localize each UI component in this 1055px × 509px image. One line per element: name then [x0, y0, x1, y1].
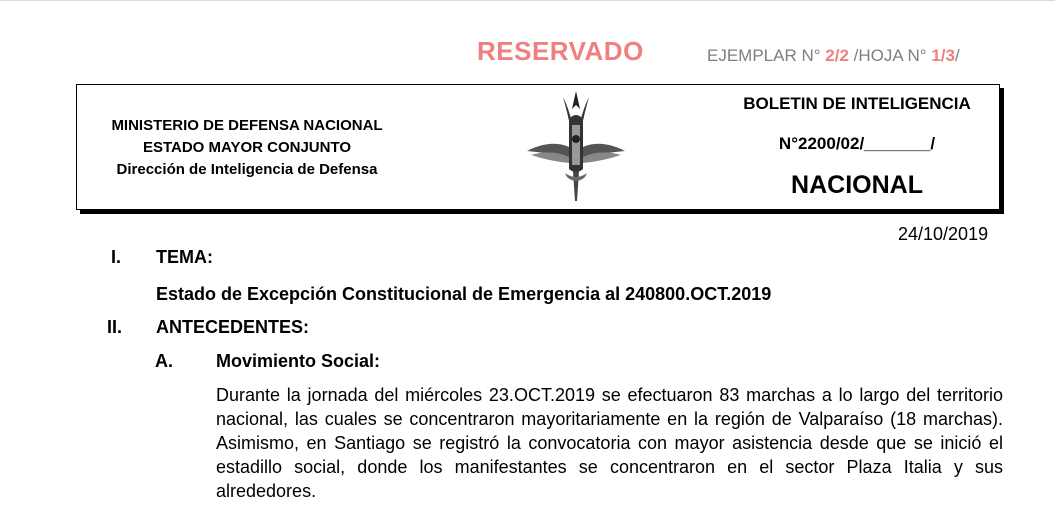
section-1-number: I. — [111, 247, 122, 267]
section-2-title: ANTECEDENTES: — [156, 317, 310, 337]
top-divider — [0, 0, 1055, 1]
header-box — [76, 84, 1000, 210]
hoja-value: 1/3 — [931, 46, 955, 65]
ministry-line-1: MINISTERIO DE DEFENSA NACIONAL — [111, 117, 383, 134]
section-2-number: II. — [107, 317, 123, 337]
classification-label: RESERVADO — [477, 36, 644, 66]
document-date: 24/10/2019 — [898, 224, 989, 244]
ministry-line-3: Dirección de Inteligencia de Defensa — [116, 161, 378, 178]
section-1-title: TEMA: — [156, 247, 213, 267]
bulletin-title: BOLETIN DE INTELIGENCIA — [743, 94, 971, 113]
hoja-label: /HOJA N° — [853, 46, 927, 65]
ejemplar-value: 2/2 — [825, 46, 849, 65]
movimiento-social-paragraph: Durante la jornada del miércoles 23.OCT.2019 se efectuaron 83 marchas a lo largo del territorio nacional, las cuales se concentraron mayoritariamente en la región de Valparaíso (18 marchas). Asimismo, en Santiago se registró la convocatoria con mayor asistencia desde que se inició el estadillo social, donde los manifestantes se concentraron en el sector Plaza Italia y sus alrededores. — [216, 385, 1003, 501]
ejemplar-label: EJEMPLAR N° — [707, 46, 821, 65]
winged-trident-emblem-icon — [523, 89, 629, 205]
ministry-line-2: ESTADO MAYOR CONJUNTO — [142, 139, 352, 156]
ministry-block — [77, 115, 417, 181]
bulletin-scope: NACIONAL — [791, 171, 923, 199]
subsection-a-number: A. — [155, 351, 173, 371]
bulletin-block — [717, 93, 997, 199]
subsection-a-title: Movimiento Social: — [216, 351, 381, 371]
section-1-subject: Estado de Excepción Constitucional de Emergencia al 240800.OCT.2019 — [156, 284, 772, 304]
copy-info — [707, 46, 960, 66]
bulletin-number: N°2200/02/_______/ — [778, 134, 936, 153]
copy-info-trail: / — [954, 46, 960, 65]
